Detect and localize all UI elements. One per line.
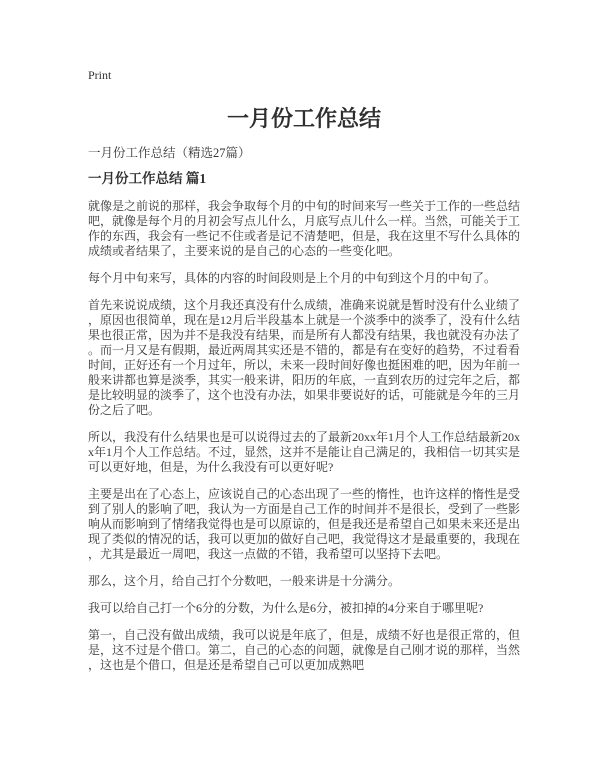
section-heading-part1: 一月份工作总结 篇1 bbox=[88, 171, 207, 186]
paragraph-5: 主要是出在了心态上，应该说自己的心态出现了一些的惰性，也许这样的惰性是受到了别人的影响了吧，我认为一方面是自己工作的时间并不是很长，受到了一些影响从而影响到了情绪我觉得也是可以原谅的，但是我还是希望自己如果未来还是出现了类似的情况的话，我可以更加的做好自己吧，我觉得这才是最重要的，我现在，尤其是最近一周吧，我这一点做的不错，我希望可以坚持下去吧。 bbox=[88, 487, 521, 561]
print-link[interactable]: Print bbox=[88, 68, 112, 82]
paragraph-3: 首先来说说成绩，这个月我还真没有什么成绩，准确来说就是暂时没有什么业绩了，原因也很简单，现在是12月后半段基本上就是一个淡季中的淡季了，没有什么结果也很正常，因为并不是我没有结果，而是所有人都没有结果，我也就没有办法了。而一月又是有假期，最近两周其实还是不错的，都是有在变好的趋势，不过看看时间，正好还有一个月过年，所以，未来一段时间好像也挺困难的吧，因为年前一般来讲都也算是淡季，其实一般来讲，阳历的年底，一直到农历的过完年之后，都是比较明显的淡季了，这个也没有办法，如果非要说好的话，可能就是今年的三月份之后了吧。 bbox=[88, 298, 521, 417]
paragraph-7: 我可以给自己打一个6分的分数，为什么是6分，被扣掉的4分来自于哪里呢? bbox=[88, 601, 484, 615]
doc-subtitle: 一月份工作总结（精选27篇） bbox=[88, 146, 251, 160]
paragraph-8: 第一，自己没有做出成绩，我可以说是年底了，但是，成绩不好也是很正常的，但是，这不过是个借口。第二，自己的心态的问题，就像是自己刚才说的那样，当然，这也是个借口，但是还是希望自己可以更加成熟吧 bbox=[88, 628, 521, 672]
paragraph-4: 所以，我没有什么结果也是可以说得过去的了最新20xx年1月个人工作总结最新20xx年1月个人工作总结。不过，显然，这并不是能让自己满足的，我相信一切其实是可以更好地，但是，为什么我没有可以更好呢? bbox=[88, 430, 521, 474]
article-body bbox=[88, 199, 520, 673]
paragraph-1: 就像是之前说的那样，我会争取每个月的中旬的时间来写一些关于工作的一些总结吧，就像是每个月的月初会写点儿什么，月底写点儿什么一样。当然，可能关于工作的东西，我会有一些记不住或者是记不清楚吧，但是，我在这里不写什么具体的成绩或者结果了，主要来说的是自己的心态的一些变化吧。 bbox=[88, 199, 521, 258]
page-title: 一月份工作总结 bbox=[226, 106, 381, 131]
paragraph-6: 那么，这个月，给自己打个分数吧，一般来讲是十分满分。 bbox=[88, 574, 401, 588]
paragraph-2: 每个月中旬来写，具体的内容的时间段则是上个月的中旬到这个月的中旬了。 bbox=[88, 271, 497, 285]
